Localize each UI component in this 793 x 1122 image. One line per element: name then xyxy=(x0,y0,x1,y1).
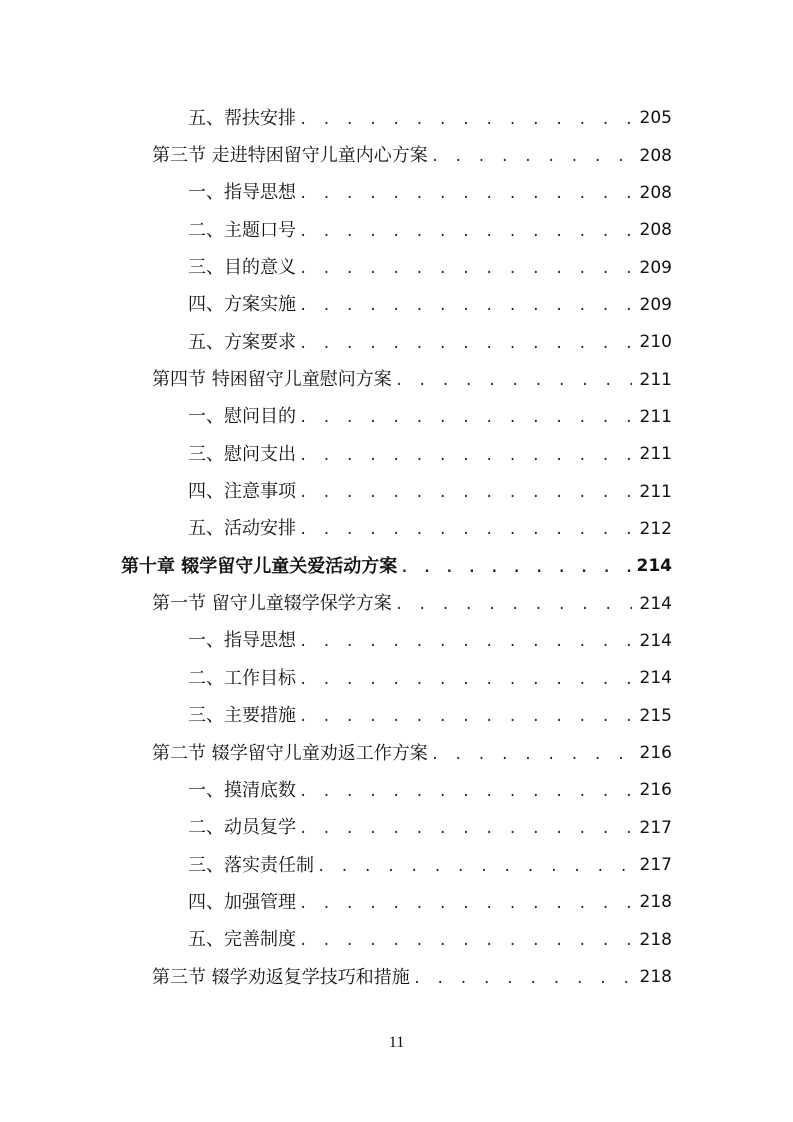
dot-leader xyxy=(299,262,632,276)
toc-entry-title: 四、加强管理 xyxy=(188,891,296,913)
toc-entry-title: 四、注意事项 xyxy=(188,481,296,503)
toc-entry-page: 216 xyxy=(639,780,672,801)
toc-entry-page: 209 xyxy=(639,257,672,278)
dot-leader xyxy=(299,523,632,537)
dot-leader xyxy=(299,635,632,649)
dot-leader xyxy=(395,598,632,612)
toc-entry-title: 一、指导思想 xyxy=(188,630,296,652)
dot-leader xyxy=(299,934,632,948)
toc-entry-page: 214 xyxy=(636,556,672,577)
toc-entry-title: 五、方案要求 xyxy=(188,331,296,353)
dot-leader xyxy=(299,486,632,500)
toc-entry-title: 一、慰问目的 xyxy=(188,406,296,428)
toc-entry-title: 五、帮扶安排 xyxy=(188,107,296,129)
toc-entry-title: 第三节 辍学劝返复学技巧和措施 xyxy=(152,966,410,988)
toc-entry-page: 214 xyxy=(639,668,672,689)
dot-leader xyxy=(299,299,632,313)
toc-entry-title: 二、动员复学 xyxy=(188,817,296,839)
toc-entry-item[interactable] xyxy=(0,399,793,436)
toc-entry-section[interactable] xyxy=(0,361,793,398)
toc-entry-title: 第一节 留守儿童辍学保学方案 xyxy=(152,593,392,615)
dot-leader xyxy=(299,113,632,127)
dot-leader xyxy=(299,822,632,836)
toc-entry-title: 三、落实责任制 xyxy=(188,854,314,876)
dot-leader xyxy=(400,561,632,575)
toc-entry-page: 211 xyxy=(639,444,672,465)
toc-entry-section[interactable] xyxy=(0,137,793,174)
toc-entry-page: 211 xyxy=(639,481,672,502)
toc-entry-page: 208 xyxy=(639,145,672,166)
toc-entry-title: 三、主要措施 xyxy=(188,705,296,727)
dot-leader xyxy=(431,748,632,762)
toc-entry-item[interactable] xyxy=(0,810,793,847)
toc-entry-title: 三、目的意义 xyxy=(188,257,296,279)
toc-entry-title: 第二节 辍学留守儿童劝返工作方案 xyxy=(152,742,428,764)
toc-entry-page: 215 xyxy=(639,705,672,726)
toc-entry-page: 216 xyxy=(639,743,672,764)
toc-entry-page: 214 xyxy=(639,630,672,651)
toc-entry-page: 212 xyxy=(639,518,672,539)
toc-entry-title: 第三节 走进特困留守儿童内心方案 xyxy=(152,145,428,167)
toc-entry-page: 210 xyxy=(639,332,672,353)
toc-entry-item[interactable] xyxy=(0,847,793,884)
toc-entry-section[interactable] xyxy=(0,959,793,996)
toc-entry-title: 二、主题口号 xyxy=(188,219,296,241)
page-number: 11 xyxy=(388,1034,405,1051)
toc-entry-item[interactable] xyxy=(0,287,793,324)
dot-leader xyxy=(299,225,632,239)
dot-leader xyxy=(395,374,632,388)
toc-entry-page: 214 xyxy=(639,593,672,614)
toc-entry-item[interactable] xyxy=(0,772,793,809)
toc-entry-title: 五、完善制度 xyxy=(188,929,296,951)
dot-leader xyxy=(299,710,632,724)
toc-entry-page: 209 xyxy=(639,294,672,315)
toc-entry-item[interactable] xyxy=(0,324,793,361)
toc-entry-title: 第十章 辍学留守儿童关爱活动方案 xyxy=(121,555,398,577)
dot-leader xyxy=(299,785,632,799)
toc-entry-item[interactable] xyxy=(0,623,793,660)
toc-entry-item[interactable] xyxy=(0,473,793,510)
toc-entry-page: 208 xyxy=(639,220,672,241)
toc-entry-title: 四、方案实施 xyxy=(188,294,296,316)
dot-leader xyxy=(299,411,632,425)
toc-entry-item[interactable] xyxy=(0,100,793,137)
toc-entry-page: 217 xyxy=(639,817,672,838)
toc-entry-section[interactable] xyxy=(0,585,793,622)
dot-leader xyxy=(431,150,632,164)
table-of-contents xyxy=(0,100,793,996)
toc-entry-title: 五、活动安排 xyxy=(188,518,296,540)
toc-entry-page: 211 xyxy=(639,369,672,390)
toc-entry-item[interactable] xyxy=(0,212,793,249)
dot-leader xyxy=(299,337,632,351)
toc-entry-title: 三、慰问支出 xyxy=(188,443,296,465)
toc-entry-section[interactable] xyxy=(0,735,793,772)
toc-entry-item[interactable] xyxy=(0,175,793,212)
toc-entry-item[interactable] xyxy=(0,511,793,548)
toc-entry-title: 一、指导思想 xyxy=(188,182,296,204)
toc-entry-item[interactable] xyxy=(0,660,793,697)
toc-entry-title: 二、工作目标 xyxy=(188,667,296,689)
toc-entry-page: 217 xyxy=(639,855,672,876)
toc-entry-page: 218 xyxy=(639,892,672,913)
dot-leader xyxy=(299,187,632,201)
dot-leader xyxy=(317,860,632,874)
toc-entry-page: 211 xyxy=(639,406,672,427)
toc-entry-item[interactable] xyxy=(0,249,793,286)
toc-entry-item[interactable] xyxy=(0,884,793,921)
toc-entry-item[interactable] xyxy=(0,922,793,959)
toc-entry-page: 218 xyxy=(639,929,672,950)
dot-leader xyxy=(299,449,632,463)
toc-entry-title: 第四节 特困留守儿童慰问方案 xyxy=(152,369,392,391)
toc-entry-page: 208 xyxy=(639,182,672,203)
toc-entry-item[interactable] xyxy=(0,698,793,735)
toc-entry-chapter[interactable] xyxy=(0,548,793,585)
toc-entry-page: 218 xyxy=(639,967,672,988)
toc-entry-title: 一、摸清底数 xyxy=(188,779,296,801)
dot-leader xyxy=(299,673,632,687)
dot-leader xyxy=(299,897,632,911)
dot-leader xyxy=(413,972,632,986)
toc-entry-item[interactable] xyxy=(0,436,793,473)
toc-entry-page: 205 xyxy=(639,108,672,129)
